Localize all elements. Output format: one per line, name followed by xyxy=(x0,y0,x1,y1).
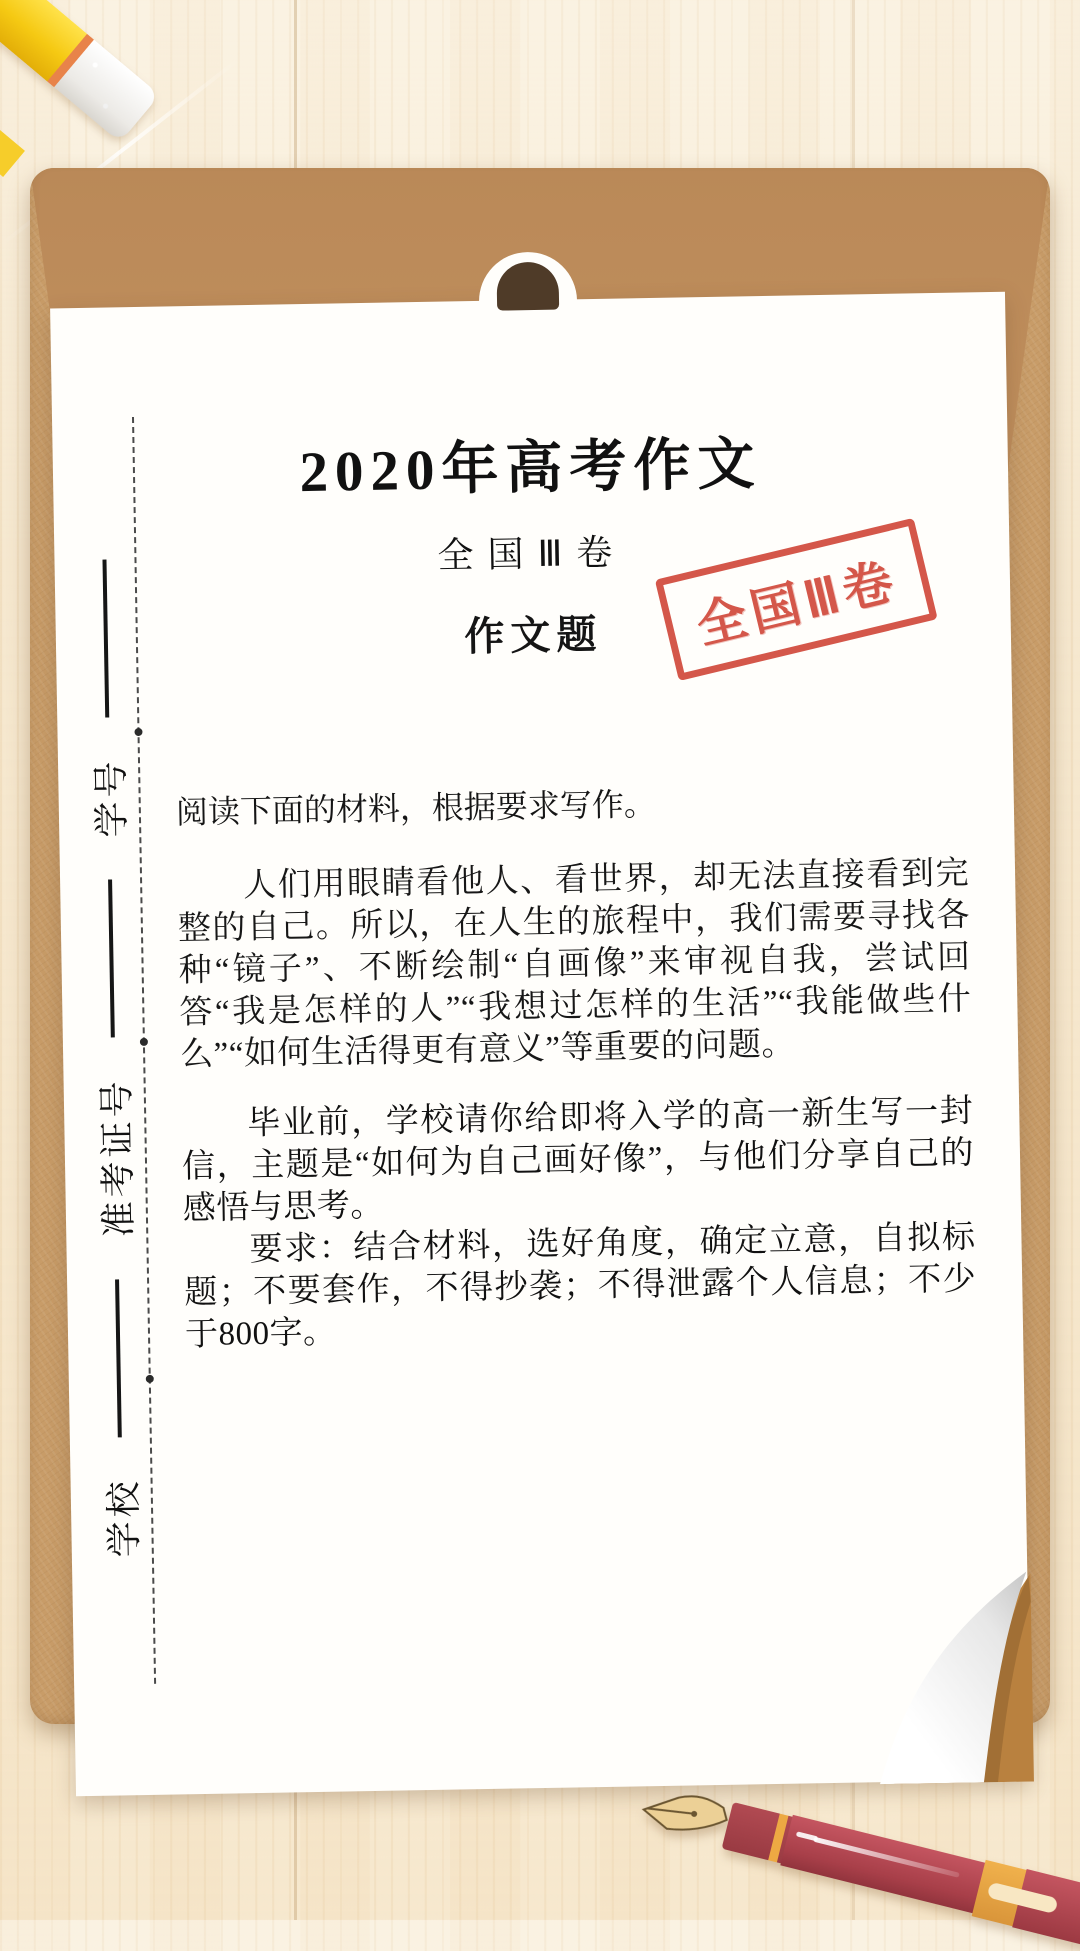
school-blank-line xyxy=(115,1279,122,1437)
pen-nib xyxy=(635,1778,733,1852)
material-paragraph: 人们用眼睛看他人、看世界，却无法直接看到完整的自己。所以，在人生的旅程中，我们需要寻找各种“镜子”、不断绘制“自画像”来审视自我，尝试回答“我是怎样的人”“我想过怎样的生活”“我能做些什么”“如何生活得更有意义”等重要的问题。 xyxy=(177,855,972,1074)
field-label-school: 学校 xyxy=(103,1476,145,1558)
paper-subtitle: 全国Ⅲ卷 xyxy=(437,532,627,576)
seal-line-dot xyxy=(140,1038,148,1046)
task-block xyxy=(181,1090,977,1356)
seal-line-dot xyxy=(146,1375,154,1383)
pencil-decoration xyxy=(0,0,160,142)
fountain-pen-decoration xyxy=(634,1773,1080,1951)
intro-line: 阅读下面的材料，根据要求写作。 xyxy=(175,785,657,831)
field-label-student-number: 学号 xyxy=(90,757,132,838)
field-label-admission-number: 准考证号 xyxy=(96,1077,139,1238)
pencil-tip-decoration xyxy=(0,129,25,177)
pen-grip-section xyxy=(722,1802,793,1863)
requirements-paragraph: 要求：结合材料，选好角度，确定立意，自拟标题；不要套作，不得抄袭；不得泄露个人信息；不少于800字。 xyxy=(183,1219,977,1354)
national-paper-3-stamp: 全国Ⅲ卷 xyxy=(655,518,938,681)
seal-line-dot xyxy=(134,728,142,736)
pen-barrel xyxy=(780,1815,984,1913)
exam-paper-sheet xyxy=(50,292,1031,1796)
page-curl xyxy=(864,1542,1036,1785)
page-title: 2020年高考作文 xyxy=(298,433,762,505)
admission-number-blank-line xyxy=(108,879,115,1037)
hang-hole xyxy=(496,262,559,311)
task-paragraph: 毕业前，学校请你给即将入学的高一新生写一封信，主题是“如何为自己画好像”，与他们分享自己的感悟与思考。 xyxy=(181,1093,975,1228)
section-heading: 作文题 xyxy=(464,612,603,660)
